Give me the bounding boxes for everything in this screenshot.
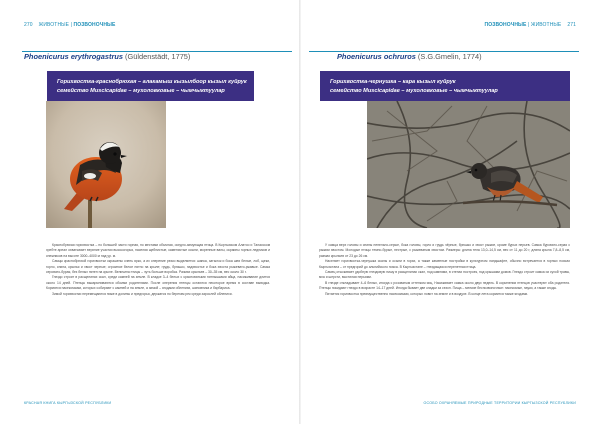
left-section-animals: ЖИВОТНЫЕ (38, 22, 70, 28)
right-paragraph: Населяет горихвостка-чернушка скалы и осыпи в горах, а также каменные постройки в культурном ландшафте, обычно встречается в горных поясах Кыргызстана – от предгорий до альпийского пояса. В Кыргызстане – гнездящаяся перелетная птица. (319, 259, 570, 269)
left-latin-name: Phoenicurus erythrogastrus (24, 52, 123, 61)
left-banner-line-1: Горихвостка-краснобрюхая – алакамыш кызылбоор кызыл куйрук (57, 79, 247, 85)
left-footer: КРАСНАЯ КНИГА КЫРГЫЗСКОЙ РЕСПУБЛИКИ (24, 401, 112, 405)
right-section-animals: ЖИВОТНЫЕ (530, 22, 562, 28)
left-species-title (24, 52, 190, 61)
right-page-number: 271 (567, 22, 576, 28)
right-species-title (337, 52, 482, 61)
right-paragraph: В гнезде откладывает 4–6 белых, иногда с розоватым оттенком яиц. Насиживает самка около двух недель. В кормлении птенцов участвуют оба родителя. Птенцы покидают гнездо в возрасте 14–17 дней. Иногда бывает две кладки за сезон. Пища – мелкие беспозвоночные: насекомые, пауки, а также ягоды. (319, 280, 570, 291)
left-section-vertebrates: ПОЗВОНОЧНЫЕ (73, 22, 116, 28)
right-body-text (319, 243, 570, 297)
page-gutter (299, 0, 301, 424)
right-latin-name: Phoenicurus ochruros (337, 52, 416, 61)
left-banner-line-2: семейство Muscicapidae – мухоловковые – чымчыктуулар (57, 88, 225, 94)
left-paragraph: Краснобрюхая горихвостка – по большей части горная, но местами обычная, оседло-зимующая птица. В Кыргызском Алатоо и Таласском хребте ареал охватывает верхние участки высокогорья, населяя щебнистые, каменистые осыпи, моренные валы, окраины горных ледников и снежников на высоте 3000–4000 м над ур. м. (46, 243, 270, 258)
right-footer: ОСОБО ОХРАНЯЕМЫЕ ПРИРОДНЫЕ ТЕРРИТОРИИ КЫРГЫЗСКОЙ РЕСПУБЛИКИ (423, 401, 576, 405)
right-bird-photo (367, 101, 570, 228)
left-author: (Güldenstädt, 1775) (125, 52, 191, 61)
left-paragraph: Зимой горихвостки перемещаются ниже в долины и предгорья, держатся по берегам рек среди зарослей облепихи. (52, 291, 233, 296)
left-paragraph: Гнездо строит в расщелинах скал, среди камней на земле. В кладке 3–4 белых с красноватыми пятнышками яйца, насиживание длится около 14 дней. Птенцы выкармливаются обоими родителями. После оперения птенцы остаются некоторое время в составе выводка. Кормятся насекомыми, которых собирают с камней и на земле, а зимой – ягодами облепихи, шиповника и барбариса. (46, 275, 270, 291)
right-running-header: ПОЗВОНОЧНЫЕ | ЖИВОТНЫЕ 271 (484, 22, 576, 28)
right-paragraph: У самца верх головы и спины пепельно-серые, бока головы, горло и грудь чёрные, брюшко и хвост рыжие, кроме бурых перьев. Самка буровато-серая с рыжим хвостом. Молодые птицы темно-бурые, пестрые, с рыжеватым хвостом. Размеры: длина тела 13,0–14,5 см, вес от 11 до 20 г, длина крыла 7,8–8,5 см, размах крыльев от 23 до 26 см. (319, 243, 570, 258)
left-body-text (46, 243, 270, 297)
right-paragraph: Питается горихвостка преимущественно насекомыми, которых ловит на земле и в воздухе. В конце лета кормится также ягодами. (325, 291, 529, 296)
right-author: (S.G.Gmelin, 1774) (417, 52, 482, 61)
right-banner-line-1: Горихвостка-чернушка – кара кызыл куйрук (330, 79, 456, 85)
left-running-header: 270 ЖИВОТНЫЕ | ПОЗВОНОЧНЫЕ (24, 22, 116, 28)
right-banner-line-2: семейство Muscicapidae – мухоловковые – чымчыктуулар (330, 88, 498, 94)
left-species-banner (47, 71, 254, 101)
right-paragraph: Самец отыскивает удобную гнездовую нишу в расщелинах скал, под камнями, в стенах построек, под крышами домов. Гнездо строит самка из сухой травы, мха и шерсти, выстилая перьями. (319, 270, 570, 280)
left-page-number: 270 (24, 22, 33, 28)
right-species-banner (320, 71, 570, 101)
left-paragraph: Самцы краснобрюхой горихвостки окрашены очень ярко, а их оперение резко выделяется: шапка, затылок и бока шеи белые, лоб, щеки, горло, спина, крылья и хвост черные; огромное белое пятно на крыле; грудь, брюшко, надхвостье и бока хвоста рыжевато-ржавые. Самка серовато-бурая, без белых пятен на крыле. Величина птицы – чуть больше воробья. Размах крыльев – 30–35 см, вес около 30 г. (46, 259, 270, 275)
left-bird-photo (46, 101, 166, 228)
right-section-vertebrates: ПОЗВОНОЧНЫЕ (484, 22, 527, 28)
